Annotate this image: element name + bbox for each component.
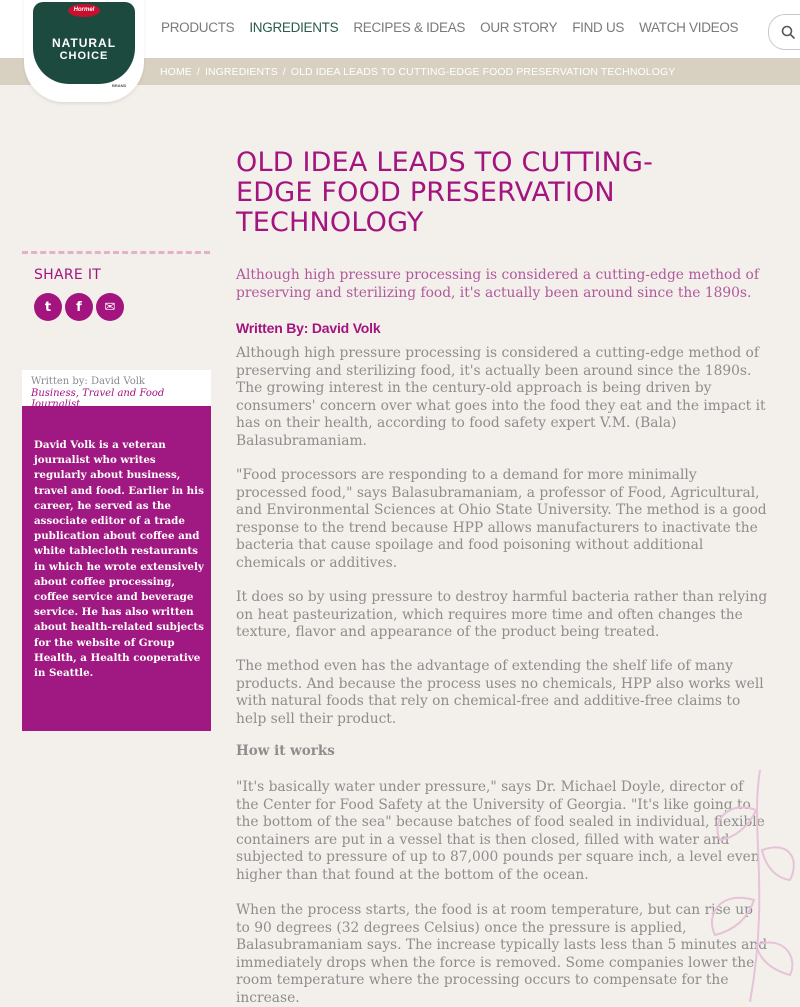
article-paragraph: Although high pressure processing is considered a cutting-edge method of preserving and sterilizing food, it's actually been around since the 1890s. The growing interest in the century-old approach is being driven by consumers' concern over what goes into the food they eat and the impact it has on their health, according to food safety expert V.M. (Bala) Balasubramaniam. (236, 345, 766, 449)
logo-hormel: Hormel (68, 4, 100, 17)
author-bio: David Volk is a veteran journalist who writes regularly about business, travel and food. Earlier in his career, he served as the associate editor of a trade publication about coffee and white tablecloth restaurants in which he wrote extensively about coffee processing, coffee service and beverage service. He has also written about health-related subjects for the website of Group Health, a Health cooperative in Seattle. (34, 439, 204, 680)
nav-watch-videos[interactable]: WATCH VIDEOS (639, 20, 739, 35)
logo-container[interactable] (24, 0, 144, 102)
email-icon[interactable]: ✉ (96, 293, 124, 321)
article-byline: Written By: David Volk (236, 320, 381, 336)
nav-find-us[interactable]: FIND US (572, 20, 625, 35)
article-paragraph: The method even has the advantage of extending the shelf life of many products. And because the process uses no chemicals, HPP also works well with natural foods that rely on chemical-free and additive-free claims to help sell their product. (236, 658, 764, 727)
page-title: OLD IDEA LEADS TO CUTTING-EDGE FOOD PRESERVATION TECHNOLOGY (236, 147, 654, 238)
search-icon (781, 25, 795, 39)
floral-decoration-icon (690, 770, 800, 1002)
author-written-by: Written by: David Volk (31, 376, 145, 387)
author-card-header (22, 370, 211, 410)
logo-choice: CHOICE (59, 50, 109, 62)
sidebar-divider (22, 251, 210, 254)
author-role: Business, Travel and Food Journalist (31, 388, 165, 410)
article-paragraph: It does so by using pressure to destroy harmful bacteria rather than relying on heat pasteurization, which requires more time and often changes the texture, flavor and appearance of the product being treated. (236, 589, 768, 640)
breadcrumb (160, 66, 675, 78)
logo-brand: BRAND (112, 83, 127, 88)
breadcrumb-ingredients[interactable]: INGREDIENTS (204, 66, 278, 78)
breadcrumb-separator: / (196, 66, 200, 78)
nav-ingredients[interactable]: INGREDIENTS (249, 20, 339, 35)
nav-our-story[interactable]: OUR STORY (480, 20, 558, 35)
main-nav (161, 20, 753, 35)
nav-products[interactable]: PRODUCTS (161, 20, 235, 35)
share-buttons (34, 293, 124, 321)
nav-recipes-ideas[interactable]: RECIPES & IDEAS (353, 20, 466, 35)
article-subhead: How it works (236, 743, 335, 759)
article-paragraph: "It's basically water under pressure," says Dr. Michael Doyle, director of the Center for Food Safety at the University of Georgia. "It's like going to the bottom of the sea" because batches of food sealed in individual, flexible containers are put in a vessel that is then closed, filled with water and subjected to pressure of up to 87,000 pounds per square inch, a level even higher than that found at the bottom of the ocean. (236, 779, 765, 883)
search-button[interactable] (768, 14, 800, 50)
breadcrumb-home[interactable]: HOME (160, 66, 192, 78)
article-paragraph: When the process starts, the food is at room temperature, but can rise up to 90 degrees (32 degrees Celsius) once the pressure is applied, Balasubramaniam says. The increase typically lasts less than 5 minutes and immediately drops when the force is removed. Some companies lower the room temperature where the processing occurs to compensate for the increase. (236, 902, 768, 1006)
logo-natural: NATURAL (51, 36, 117, 50)
breadcrumb-separator: / (282, 66, 286, 78)
logo-badge (33, 2, 135, 84)
breadcrumb-current: OLD IDEA LEADS TO CUTTING-EDGE FOOD PRESERVATION TECHNOLOGY (290, 66, 676, 78)
facebook-icon[interactable]: f (65, 293, 93, 321)
article-lead: Although high pressure processing is considered a cutting-edge method of preserving and sterilizing food, it's actually been around since the 1890s. (236, 267, 759, 301)
author-card (22, 370, 211, 731)
share-title: SHARE IT (34, 267, 102, 283)
article-paragraph: "Food processors are responding to a demand for more minimally processed food," says Balasubramaniam, a professor of Food, Agricultural, and Environmental Sciences at Ohio State University. The method is a good response to the trend because HPP allows manufacturers to inactivate the bacteria that cause spoilage and food poisoning without additional chemicals or additives. (236, 467, 767, 571)
twitter-icon[interactable]: t (34, 293, 62, 321)
